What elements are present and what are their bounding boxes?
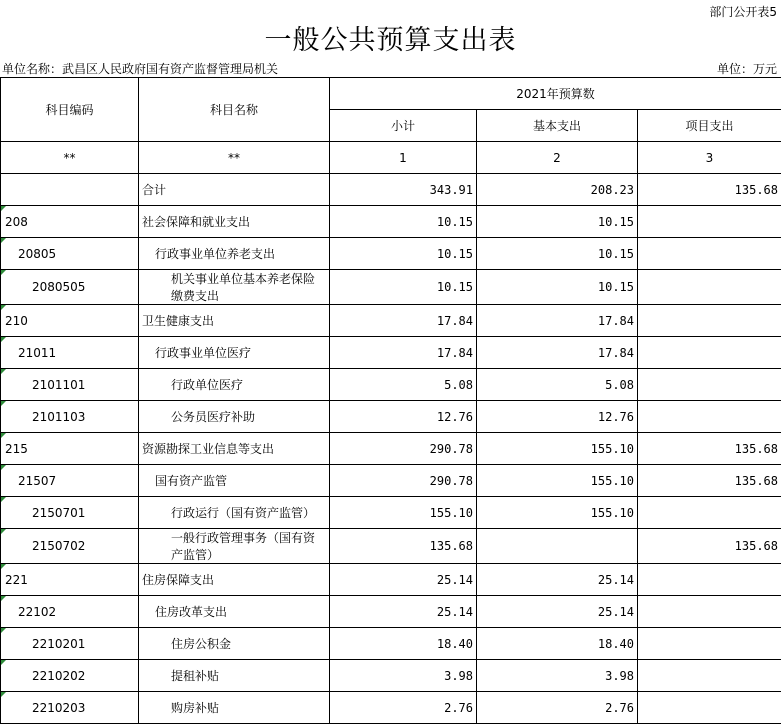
row-code <box>1 369 139 401</box>
table-row <box>1 238 781 270</box>
row-name: 一般行政管理事务（国有资产监管） <box>139 529 330 564</box>
row-basic: 25.14 <box>477 564 638 596</box>
page-title: 一般公共预算支出表 <box>0 18 781 57</box>
row-code <box>1 238 139 270</box>
table-row <box>1 596 781 628</box>
row-subtotal: 135.68 <box>330 529 477 564</box>
index-c3: 3 <box>638 142 781 174</box>
row-code <box>1 596 139 628</box>
meta-line <box>2 60 777 76</box>
row-subtotal: 10.15 <box>330 238 477 270</box>
table-row <box>1 564 781 596</box>
cell-marker-icon <box>1 270 6 275</box>
table-row <box>1 497 781 529</box>
row-code-text: 2210203 <box>32 701 85 715</box>
index-c1: 1 <box>330 142 477 174</box>
cell-marker-icon <box>1 660 6 665</box>
row-code <box>1 433 139 465</box>
row-project <box>638 596 781 628</box>
row-project <box>638 270 781 305</box>
row-subtotal: 5.08 <box>330 369 477 401</box>
row-code <box>1 529 139 564</box>
row-code-text: 215 <box>5 442 28 456</box>
row-subtotal: 290.78 <box>330 465 477 497</box>
header-name: 科目名称 <box>139 78 330 142</box>
row-project <box>638 369 781 401</box>
row-project <box>638 497 781 529</box>
row-code-text: 22102 <box>18 605 56 619</box>
row-code-text: 21507 <box>18 474 56 488</box>
total-subtotal: 343.91 <box>330 174 477 206</box>
row-code <box>1 465 139 497</box>
table-row <box>1 660 781 692</box>
row-code <box>1 401 139 433</box>
row-project <box>638 305 781 337</box>
table-row <box>1 628 781 660</box>
row-basic: 17.84 <box>477 337 638 369</box>
header-budget-year: 2021年预算数 <box>330 78 781 110</box>
table-row <box>1 369 781 401</box>
row-code-text: 2210202 <box>32 669 85 683</box>
table-row <box>1 206 781 238</box>
row-name: 提租补贴 <box>139 660 330 692</box>
row-basic: 2.76 <box>477 692 638 724</box>
cell-marker-icon <box>1 238 6 243</box>
unit-label: 单位：万元 <box>717 60 777 77</box>
row-name: 公务员医疗补助 <box>139 401 330 433</box>
table-row <box>1 270 781 305</box>
cell-marker-icon <box>1 401 6 406</box>
row-name: 卫生健康支出 <box>139 305 330 337</box>
row-name: 资源勘探工业信息等支出 <box>139 433 330 465</box>
row-subtotal: 17.84 <box>330 305 477 337</box>
row-code <box>1 497 139 529</box>
cell-marker-icon <box>1 305 6 310</box>
row-name: 机关事业单位基本养老保险缴费支出 <box>139 270 330 305</box>
row-basic: 3.98 <box>477 660 638 692</box>
row-code-text: 2080505 <box>32 280 85 294</box>
row-basic: 25.14 <box>477 596 638 628</box>
row-code-text: 221 <box>5 573 28 587</box>
row-subtotal: 17.84 <box>330 337 477 369</box>
cell-marker-icon <box>1 433 6 438</box>
row-project <box>638 401 781 433</box>
row-basic: 155.10 <box>477 465 638 497</box>
row-code-text: 208 <box>5 215 28 229</box>
row-project: 135.68 <box>638 465 781 497</box>
form-number: 部门公开表5 <box>709 3 777 20</box>
row-basic: 155.10 <box>477 433 638 465</box>
cell-marker-icon <box>1 692 6 697</box>
row-project <box>638 337 781 369</box>
row-basic: 10.15 <box>477 270 638 305</box>
row-code-text: 210 <box>5 314 28 328</box>
row-subtotal: 3.98 <box>330 660 477 692</box>
row-code <box>1 206 139 238</box>
row-project <box>638 628 781 660</box>
row-code-text: 2150701 <box>32 506 85 520</box>
table-row <box>1 465 781 497</box>
header-subtotal: 小计 <box>330 110 477 142</box>
row-subtotal: 2.76 <box>330 692 477 724</box>
total-label: 合计 <box>139 174 330 206</box>
total-project: 135.68 <box>638 174 781 206</box>
row-basic: 17.84 <box>477 305 638 337</box>
row-subtotal: 10.15 <box>330 270 477 305</box>
cell-marker-icon <box>1 465 6 470</box>
row-code <box>1 305 139 337</box>
row-subtotal: 155.10 <box>330 497 477 529</box>
row-name: 住房公积金 <box>139 628 330 660</box>
row-code-text: 21011 <box>18 346 56 360</box>
index-code: ** <box>1 142 139 174</box>
index-c2: 2 <box>477 142 638 174</box>
row-subtotal: 10.15 <box>330 206 477 238</box>
row-subtotal: 25.14 <box>330 596 477 628</box>
index-name: ** <box>139 142 330 174</box>
row-basic: 10.15 <box>477 238 638 270</box>
row-project <box>638 206 781 238</box>
row-subtotal: 18.40 <box>330 628 477 660</box>
row-basic <box>477 529 638 564</box>
row-project <box>638 564 781 596</box>
row-code <box>1 628 139 660</box>
cell-marker-icon <box>1 206 6 211</box>
row-name: 国有资产监管 <box>139 465 330 497</box>
row-basic: 18.40 <box>477 628 638 660</box>
cell-marker-icon <box>1 369 6 374</box>
index-row <box>1 142 781 174</box>
cell-marker-icon <box>1 564 6 569</box>
expenditure-table <box>0 77 781 724</box>
row-name: 社会保障和就业支出 <box>139 206 330 238</box>
header-code: 科目编码 <box>1 78 139 142</box>
row-code <box>1 270 139 305</box>
header-row-1 <box>1 78 781 110</box>
row-project: 135.68 <box>638 433 781 465</box>
row-subtotal: 12.76 <box>330 401 477 433</box>
row-project <box>638 660 781 692</box>
row-project: 135.68 <box>638 529 781 564</box>
total-code-cell <box>1 174 139 206</box>
table-row <box>1 337 781 369</box>
row-project <box>638 692 781 724</box>
cell-marker-icon <box>1 596 6 601</box>
row-code <box>1 337 139 369</box>
cell-marker-icon <box>1 497 6 502</box>
table-row <box>1 529 781 564</box>
row-code-text: 2150702 <box>32 539 85 553</box>
total-basic: 208.23 <box>477 174 638 206</box>
unit-name: 单位名称：武昌区人民政府国有资产监督管理局机关 <box>2 60 278 77</box>
row-basic: 5.08 <box>477 369 638 401</box>
row-code <box>1 564 139 596</box>
row-name: 住房保障支出 <box>139 564 330 596</box>
row-code <box>1 692 139 724</box>
row-basic: 155.10 <box>477 497 638 529</box>
row-name: 行政单位医疗 <box>139 369 330 401</box>
row-code-text: 2101101 <box>32 378 85 392</box>
cell-marker-icon <box>1 337 6 342</box>
row-code-text: 2210201 <box>32 637 85 651</box>
row-name: 行政事业单位医疗 <box>139 337 330 369</box>
table-row <box>1 305 781 337</box>
row-code-text: 20805 <box>18 247 56 261</box>
row-basic: 12.76 <box>477 401 638 433</box>
row-name: 购房补贴 <box>139 692 330 724</box>
table-row <box>1 401 781 433</box>
row-code-text: 2101103 <box>32 410 85 424</box>
row-name: 行政事业单位养老支出 <box>139 238 330 270</box>
cell-marker-icon <box>1 529 6 534</box>
row-code <box>1 660 139 692</box>
table-row <box>1 433 781 465</box>
row-basic: 10.15 <box>477 206 638 238</box>
row-project <box>638 238 781 270</box>
row-subtotal: 290.78 <box>330 433 477 465</box>
row-name: 住房改革支出 <box>139 596 330 628</box>
header-project: 项目支出 <box>638 110 781 142</box>
row-name: 行政运行（国有资产监管） <box>139 497 330 529</box>
cell-marker-icon <box>1 628 6 633</box>
table-row <box>1 692 781 724</box>
header-basic: 基本支出 <box>477 110 638 142</box>
total-row <box>1 174 781 206</box>
row-subtotal: 25.14 <box>330 564 477 596</box>
